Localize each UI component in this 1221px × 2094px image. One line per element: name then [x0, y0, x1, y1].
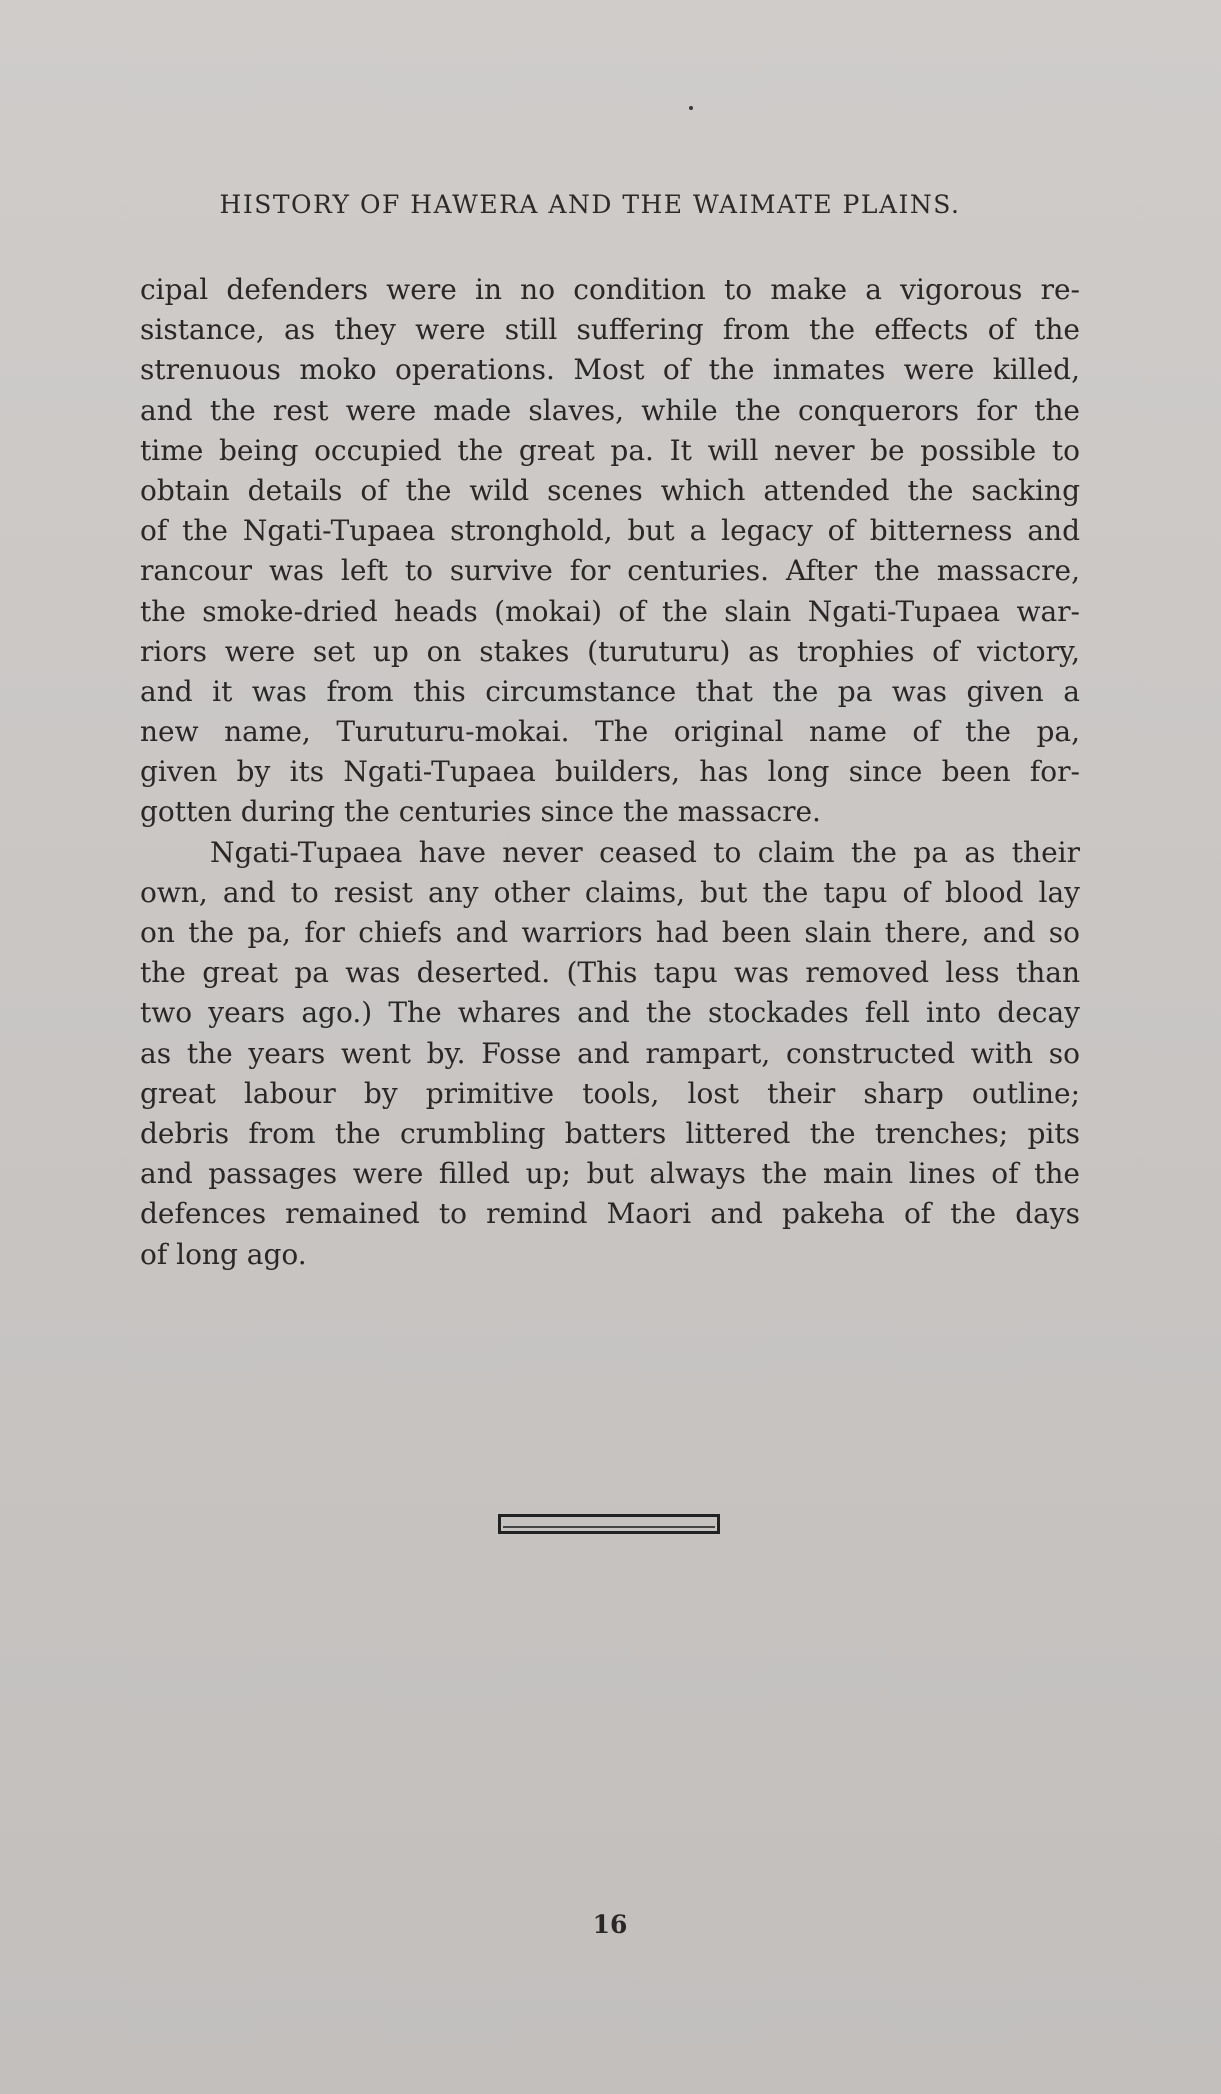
text-line: time being occupied the great pa. It will never be possible to	[140, 433, 1080, 467]
text-line: debris from the crumbling batters littered the trenches; pits	[140, 1116, 1080, 1150]
text-line: and the rest were made slaves, while the conquerors for the	[140, 393, 1080, 427]
text-line: great labour by primitive tools, lost their sharp outline;	[140, 1076, 1080, 1110]
text-line: the smoke-dried heads (mokai) of the slain Ngati-Tupaea war-	[140, 594, 1080, 628]
paragraph-first-line: Ngati-Tupaea have never ceased to claim the pa as their	[210, 835, 1080, 869]
text-line: cipal defenders were in no condition to make a vigorous re-	[140, 273, 1080, 306]
text-line: gotten during the centuries since the massacre.	[140, 795, 821, 829]
text-line: riors were set up on stakes (turuturu) as trophies of victory,	[140, 634, 1080, 668]
text-line: of long ago.	[140, 1237, 307, 1271]
text-line: and it was from this circumstance that the pa was given a	[140, 674, 1080, 708]
text-line: own, and to resist any other claims, but the tapu of blood lay	[140, 875, 1080, 909]
page-number: 16	[592, 1910, 628, 1939]
text-line: and passages were filled up; but always the main lines of the	[140, 1157, 1080, 1191]
text-line: strenuous moko operations. Most of the inmates were killed,	[140, 353, 1080, 387]
text-line: the great pa was deserted. (This tapu was removed less than	[140, 956, 1080, 990]
body-text	[140, 270, 1080, 1275]
text-line: as the years went by. Fosse and rampart, constructed with so	[140, 1036, 1080, 1070]
text-line: defences remained to remind Maori and pakeha of the days	[140, 1197, 1080, 1231]
text-line: on the pa, for chiefs and warriors had been slain there, and so	[140, 916, 1080, 949]
print-speck	[689, 106, 693, 110]
text-line: sistance, as they were still suffering from the effects of the	[140, 313, 1080, 347]
text-line: of the Ngati-Tupaea stronghold, but a legacy of bitterness and	[140, 514, 1080, 548]
text-line: given by its Ngati-Tupaea builders, has long since been for-	[140, 755, 1080, 789]
text-line: new name, Turuturu-mokai. The original name of the pa,	[140, 715, 1080, 749]
text-line: two years ago.) The whares and the stockades fell into decay	[140, 996, 1080, 1030]
end-ornament-rule	[498, 1514, 720, 1534]
running-head: HISTORY OF HAWERA AND THE WAIMATE PLAINS.	[219, 190, 961, 219]
text-line: obtain details of the wild scenes which attended the sacking	[140, 473, 1080, 507]
text-line: rancour was left to survive for centuries. After the massacre,	[140, 554, 1080, 588]
